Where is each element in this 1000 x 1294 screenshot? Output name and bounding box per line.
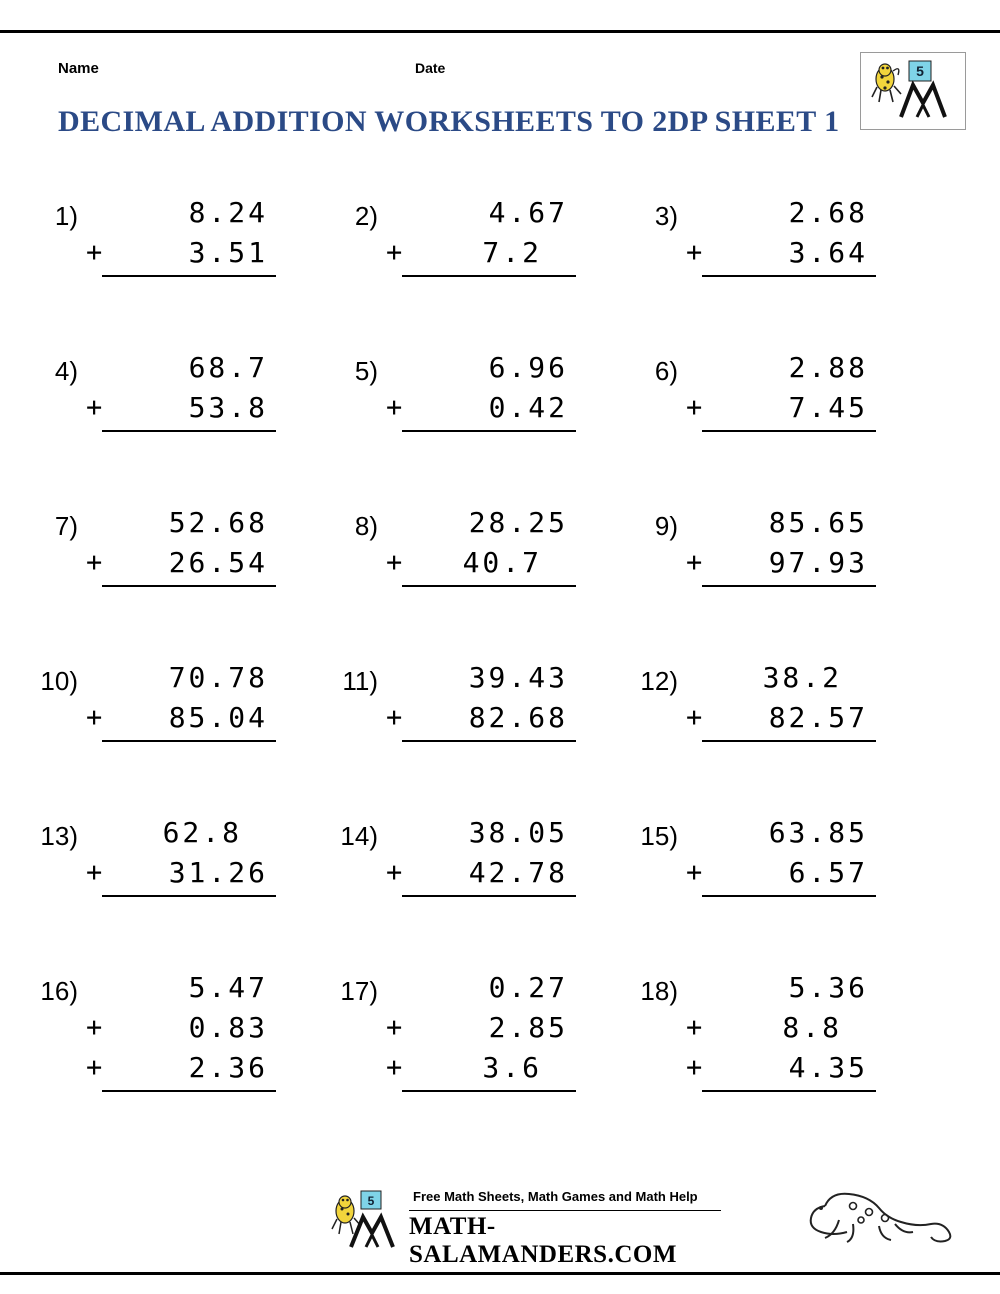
plus-operator: + — [386, 702, 403, 733]
addition-stack — [680, 503, 876, 583]
addend-value: 3.6 — [482, 1051, 542, 1084]
problem-cell — [600, 950, 900, 1105]
problem-cell — [0, 795, 300, 950]
answer-rule — [102, 895, 276, 897]
addend-line — [380, 1048, 576, 1088]
badge-level-text: 5 — [916, 63, 924, 79]
problem-number: 10) — [40, 666, 78, 696]
addend-line — [680, 698, 876, 738]
addend-line — [680, 388, 876, 428]
addend-value: 38.2 — [762, 661, 842, 694]
addend-line — [380, 813, 576, 853]
problem-number: 5) — [354, 356, 378, 386]
addend-line — [80, 233, 276, 273]
answer-rule — [102, 430, 276, 432]
addend-value: 85.65 — [768, 506, 868, 539]
addend-line — [80, 658, 276, 698]
problem-number: 6) — [654, 356, 678, 386]
plus-operator: + — [86, 702, 103, 733]
answer-rule — [402, 585, 576, 587]
problem-cell — [600, 330, 900, 485]
addend-value: 2.85 — [488, 1011, 568, 1044]
problem-cell — [300, 485, 600, 640]
addend-line — [680, 813, 876, 853]
addend-line — [380, 968, 576, 1008]
problem-row — [0, 795, 1000, 950]
addend-value: 2.88 — [788, 351, 868, 384]
problem-row — [0, 950, 1000, 1105]
answer-rule — [402, 895, 576, 897]
addend-line — [680, 233, 876, 273]
answer-rule — [102, 1090, 276, 1092]
addend-line — [80, 968, 276, 1008]
plus-operator: + — [686, 857, 703, 888]
addend-line — [680, 348, 876, 388]
addend-value: 42.78 — [468, 856, 568, 889]
addend-line — [680, 1008, 876, 1048]
problem-cell — [0, 950, 300, 1105]
addend-line — [380, 233, 576, 273]
problem-cell — [600, 175, 900, 330]
addend-value: 85.04 — [168, 701, 268, 734]
problem-number: 14) — [340, 821, 378, 851]
addend-value: 63.85 — [768, 816, 868, 849]
problem-number: 17) — [340, 976, 378, 1006]
addend-line — [380, 503, 576, 543]
plus-operator: + — [686, 392, 703, 423]
addend-value: 7.45 — [788, 391, 868, 424]
addend-line — [380, 193, 576, 233]
addend-value: 3.51 — [188, 236, 268, 269]
addend-value: 97.93 — [768, 546, 868, 579]
problem-cell — [300, 795, 600, 950]
problem-number: 2) — [354, 201, 378, 231]
salamander-logo-icon — [325, 1185, 405, 1251]
lizard-illustration-icon — [795, 1178, 955, 1268]
problems-grid — [0, 175, 1000, 1105]
answer-rule — [402, 430, 576, 432]
addend-value: 70.78 — [168, 661, 268, 694]
addition-stack — [380, 503, 576, 583]
addend-line — [680, 193, 876, 233]
addend-value: 52.68 — [168, 506, 268, 539]
addend-line — [80, 388, 276, 428]
problem-cell — [600, 795, 900, 950]
problem-number: 7) — [54, 511, 78, 541]
addition-stack — [380, 193, 576, 273]
addend-line — [680, 968, 876, 1008]
date-label: Date — [415, 60, 446, 76]
addend-value: 26.54 — [168, 546, 268, 579]
addend-line — [80, 503, 276, 543]
answer-rule — [402, 740, 576, 742]
addend-line — [80, 698, 276, 738]
addend-value: 28.25 — [468, 506, 568, 539]
plus-operator: + — [86, 857, 103, 888]
addend-value: 6.57 — [788, 856, 868, 889]
addend-line — [380, 853, 576, 893]
addend-line — [80, 813, 276, 853]
addend-value: 0.27 — [488, 971, 568, 1004]
addition-stack — [380, 348, 576, 428]
addend-value: 7.2 — [482, 236, 542, 269]
addition-stack — [680, 813, 876, 893]
addend-value: 6.96 — [488, 351, 568, 384]
answer-rule — [102, 585, 276, 587]
footer-tagline: Free Math Sheets, Math Games and Math Help — [413, 1189, 698, 1204]
bottom-divider — [0, 1272, 1000, 1275]
plus-operator: + — [386, 237, 403, 268]
answer-rule — [102, 740, 276, 742]
addend-value: 2.36 — [188, 1051, 268, 1084]
footer-divider — [409, 1210, 721, 1211]
addition-stack — [80, 348, 276, 428]
svg-text:5: 5 — [367, 1194, 375, 1208]
plus-operator: + — [686, 1012, 703, 1043]
addend-value: 3.64 — [788, 236, 868, 269]
addend-value: 8.8 — [782, 1011, 842, 1044]
plus-operator: + — [86, 392, 103, 423]
addend-value: 4.35 — [788, 1051, 868, 1084]
addend-line — [80, 1048, 276, 1088]
addend-value: 38.05 — [468, 816, 568, 849]
addend-line — [80, 853, 276, 893]
answer-rule — [402, 275, 576, 277]
addition-stack — [680, 348, 876, 428]
problem-number: 12) — [640, 666, 678, 696]
problem-cell — [300, 950, 600, 1105]
answer-rule — [402, 1090, 576, 1092]
problem-row — [0, 640, 1000, 795]
addend-line — [680, 503, 876, 543]
problem-row — [0, 175, 1000, 330]
name-label: Name — [58, 60, 99, 77]
addition-stack — [80, 503, 276, 583]
addition-stack — [80, 813, 276, 893]
plus-operator: + — [386, 1012, 403, 1043]
problem-cell — [600, 640, 900, 795]
addend-value: 0.42 — [488, 391, 568, 424]
page-title: DECIMAL ADDITION WORKSHEETS TO 2DP SHEET 1 — [58, 105, 840, 138]
addend-line — [380, 388, 576, 428]
addend-line — [680, 1048, 876, 1088]
plus-operator: + — [386, 392, 403, 423]
problem-cell — [300, 330, 600, 485]
addition-stack — [380, 813, 576, 893]
footer-branding — [325, 1183, 715, 1268]
addend-value: 53.8 — [188, 391, 268, 424]
plus-operator: + — [386, 547, 403, 578]
plus-operator: + — [686, 237, 703, 268]
addition-stack — [80, 193, 276, 273]
addend-line — [380, 1008, 576, 1048]
answer-rule — [702, 895, 876, 897]
problem-row — [0, 330, 1000, 485]
problem-cell — [600, 485, 900, 640]
plus-operator: + — [86, 547, 103, 578]
plus-operator: + — [686, 702, 703, 733]
problem-number: 1) — [54, 201, 78, 231]
addend-value: 82.57 — [768, 701, 868, 734]
problem-number: 3) — [654, 201, 678, 231]
addition-stack — [680, 968, 876, 1088]
answer-rule — [702, 585, 876, 587]
addend-line — [380, 348, 576, 388]
problem-cell — [0, 330, 300, 485]
problem-number: 18) — [640, 976, 678, 1006]
plus-operator: + — [386, 857, 403, 888]
plus-operator: + — [686, 1052, 703, 1083]
addition-stack — [680, 193, 876, 273]
salamander-logo-icon — [865, 57, 961, 125]
addend-value: 4.67 — [488, 196, 568, 229]
addend-line — [380, 698, 576, 738]
plus-operator: + — [86, 1012, 103, 1043]
addend-value: 62.8 — [162, 816, 242, 849]
answer-rule — [702, 1090, 876, 1092]
problem-number: 11) — [342, 666, 378, 696]
addition-stack — [80, 968, 276, 1088]
problem-cell — [0, 640, 300, 795]
addend-value: 0.83 — [188, 1011, 268, 1044]
addend-value: 31.26 — [168, 856, 268, 889]
problem-row — [0, 485, 1000, 640]
top-divider — [0, 30, 1000, 33]
addend-line — [380, 543, 576, 583]
problem-number: 16) — [40, 976, 78, 1006]
answer-rule — [702, 740, 876, 742]
problem-cell — [300, 640, 600, 795]
problem-number: 9) — [654, 511, 678, 541]
addend-value: 2.68 — [788, 196, 868, 229]
addend-line — [380, 658, 576, 698]
addition-stack — [380, 968, 576, 1088]
addend-line — [680, 658, 876, 698]
addend-value: 5.47 — [188, 971, 268, 1004]
addend-line — [680, 543, 876, 583]
addend-line — [80, 543, 276, 583]
addend-value: 5.36 — [788, 971, 868, 1004]
answer-rule — [102, 275, 276, 277]
plus-operator: + — [86, 1052, 103, 1083]
addition-stack — [680, 658, 876, 738]
answer-rule — [702, 275, 876, 277]
addend-value: 68.7 — [188, 351, 268, 384]
addend-line — [80, 1008, 276, 1048]
plus-operator: + — [386, 1052, 403, 1083]
problem-number: 13) — [40, 821, 78, 851]
grade-badge — [860, 52, 966, 130]
addend-value: 40.7 — [462, 546, 542, 579]
plus-operator: + — [86, 237, 103, 268]
answer-rule — [702, 430, 876, 432]
problem-cell — [300, 175, 600, 330]
addition-stack — [380, 658, 576, 738]
plus-operator: + — [686, 547, 703, 578]
problem-number: 4) — [54, 356, 78, 386]
addition-stack — [80, 658, 276, 738]
addend-line — [680, 853, 876, 893]
problem-cell — [0, 485, 300, 640]
problem-cell — [0, 175, 300, 330]
problem-number: 15) — [640, 821, 678, 851]
addend-value: 39.43 — [468, 661, 568, 694]
problem-number: 8) — [354, 511, 378, 541]
addend-value: 82.68 — [468, 701, 568, 734]
footer-url[interactable]: MATH-SALAMANDERS.COM — [409, 1213, 677, 1268]
addend-value: 8.24 — [188, 196, 268, 229]
addend-line — [80, 348, 276, 388]
addend-line — [80, 193, 276, 233]
